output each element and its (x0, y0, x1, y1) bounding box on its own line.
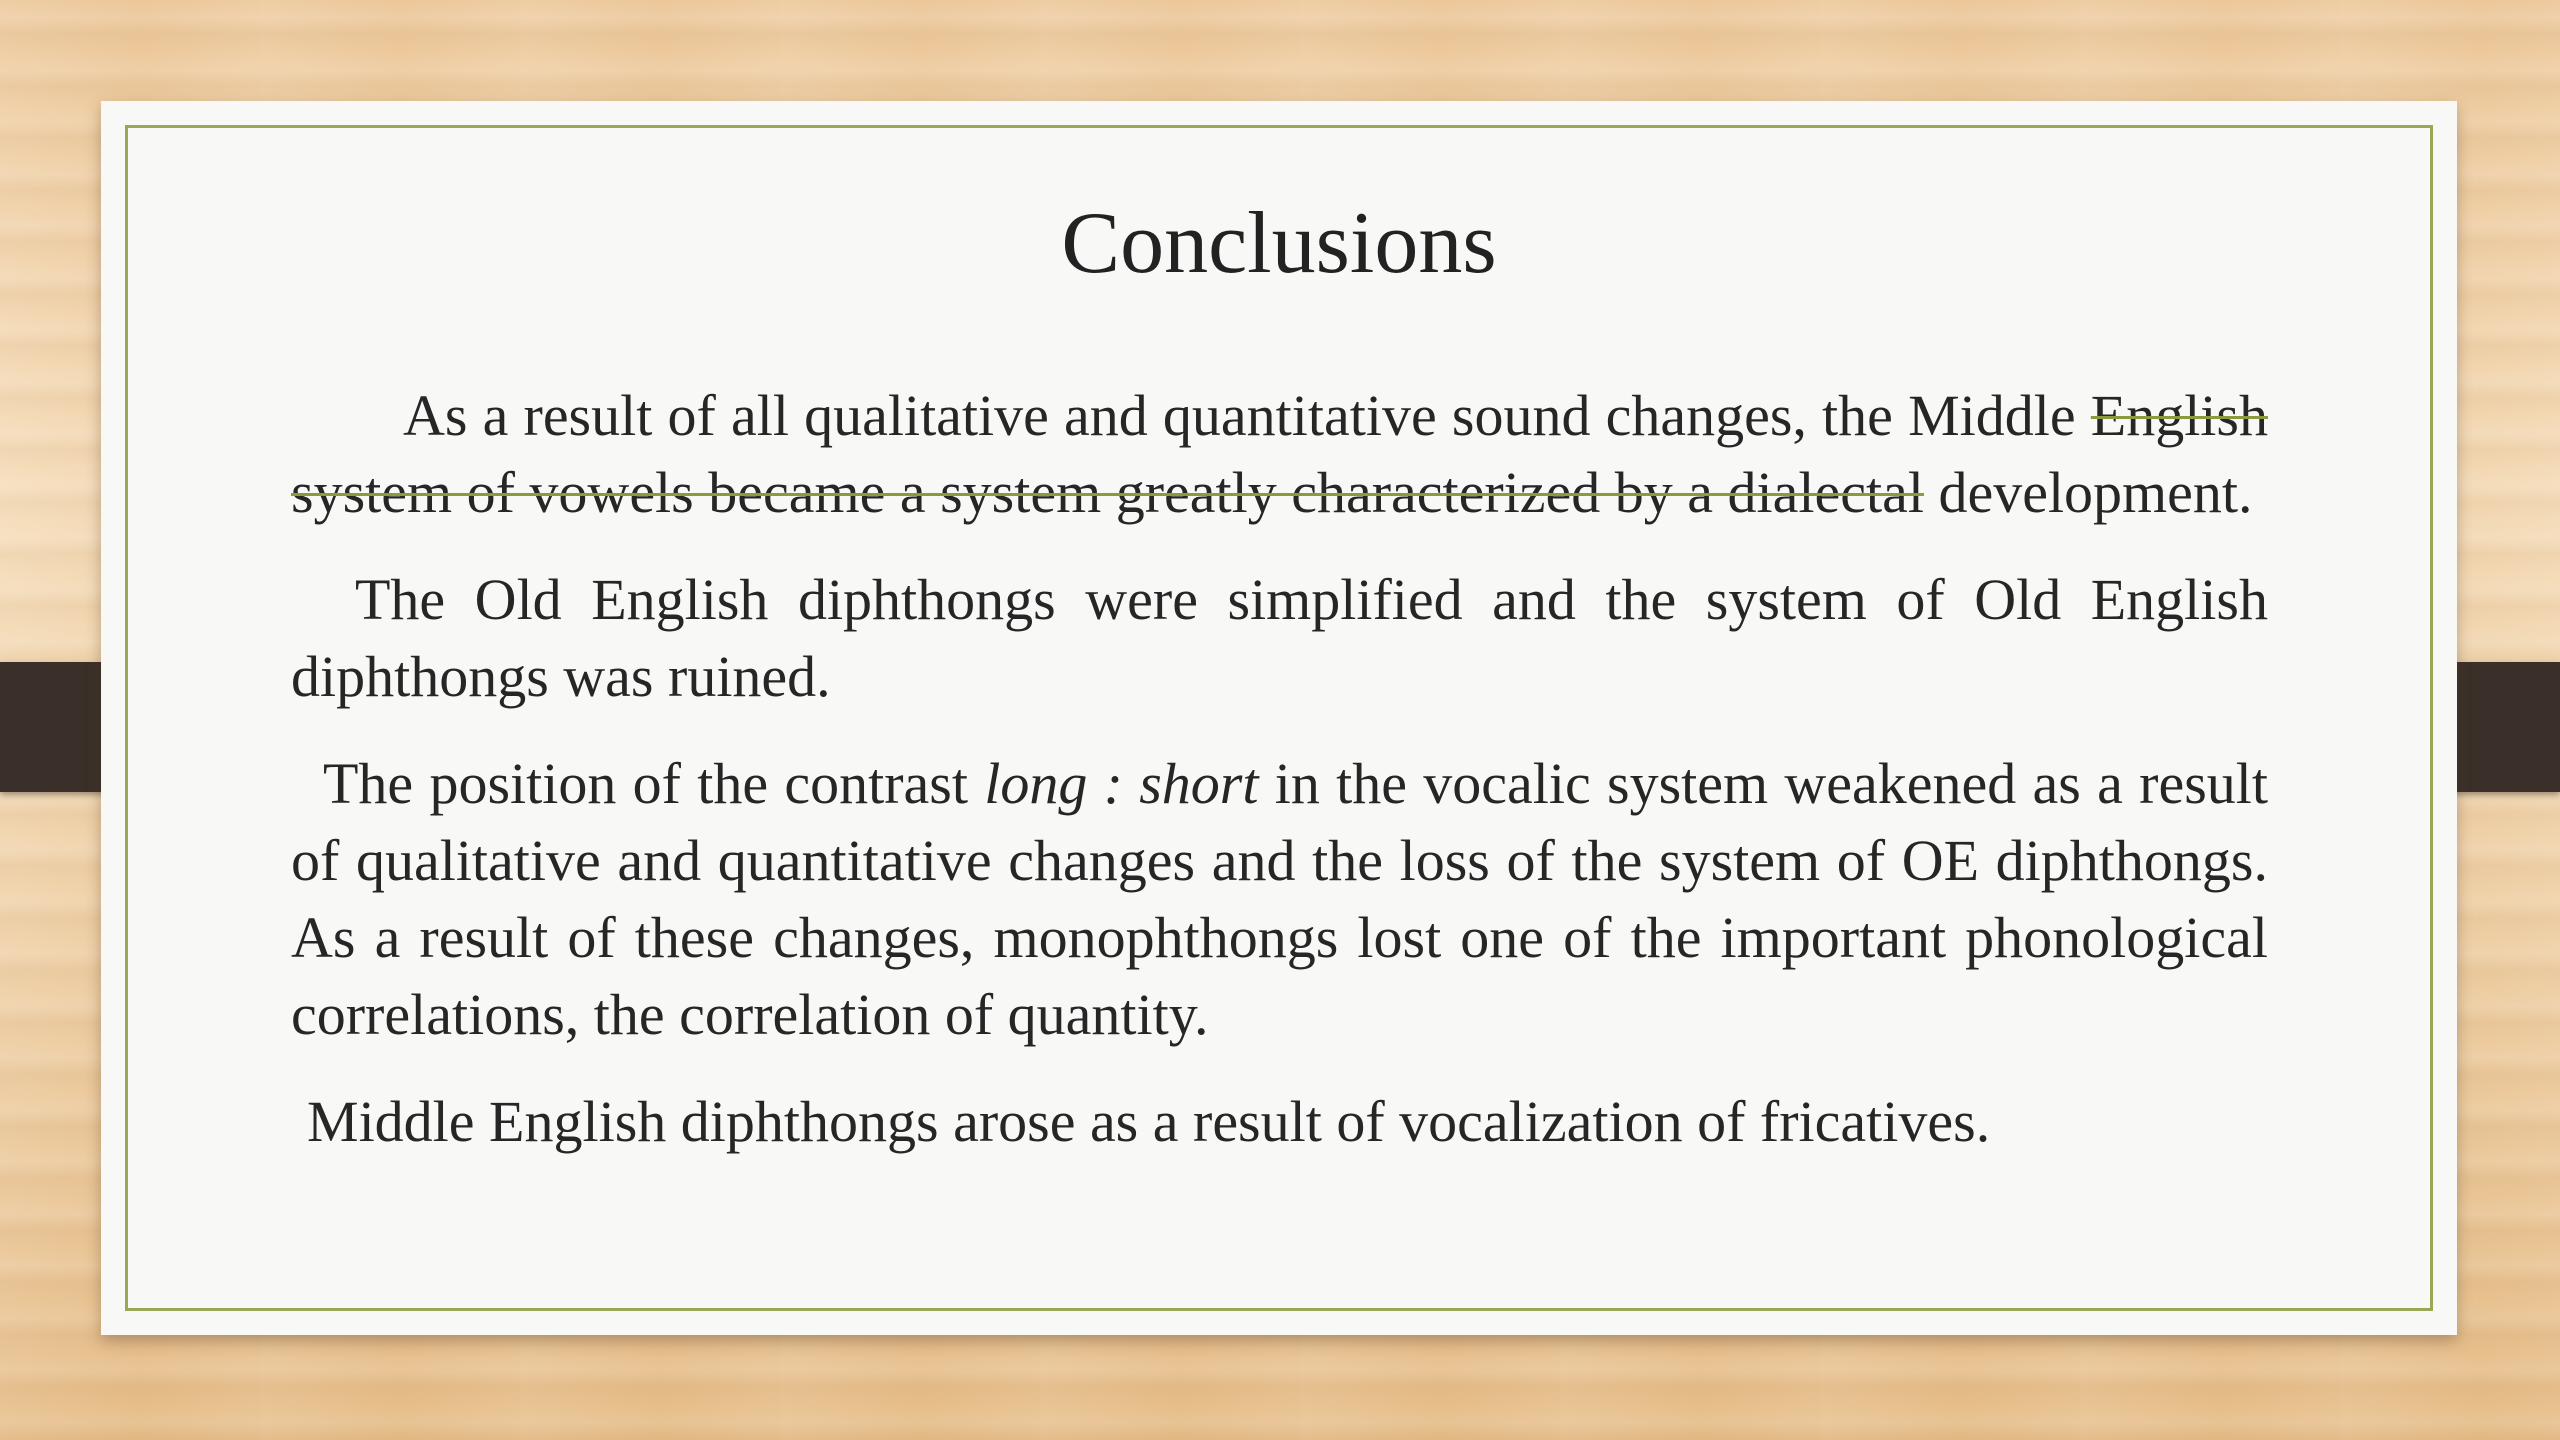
paragraph-3-after: in the vocalic system weakened as a result of qualitative and quantitative changes and the loss of the system of OE diphthongs. As a result of these changes, monophthongs lost one of the important phonological correlations, the correlation of quantity. (291, 751, 2269, 1047)
slide-title: Conclusions (1061, 195, 1497, 292)
slide-content (291, 377, 2268, 1160)
paragraph-1-line-3: development. (1923, 460, 2253, 525)
paragraph-1 (291, 377, 2268, 531)
paragraph-3-before: The position of the contrast (323, 751, 985, 816)
paragraph-4: Middle English diphthongs arose as a result of vocalization of fricatives. (307, 1089, 1991, 1154)
paragraph-2: The Old English diphthongs were simplified and the system of Old English diphthongs was ruined. (291, 567, 2268, 709)
paragraph-1-line-1: As a result of all qualitative and quantitative sound changes, the Middle (403, 383, 2091, 448)
slide (101, 101, 2457, 1335)
paragraph-1-struck-line: English system of vowels became a system greatly characterized by a dialectal (291, 383, 2268, 525)
paragraph-3-emphasis: long : short (984, 751, 1259, 816)
paragraph-3 (291, 745, 2268, 1053)
